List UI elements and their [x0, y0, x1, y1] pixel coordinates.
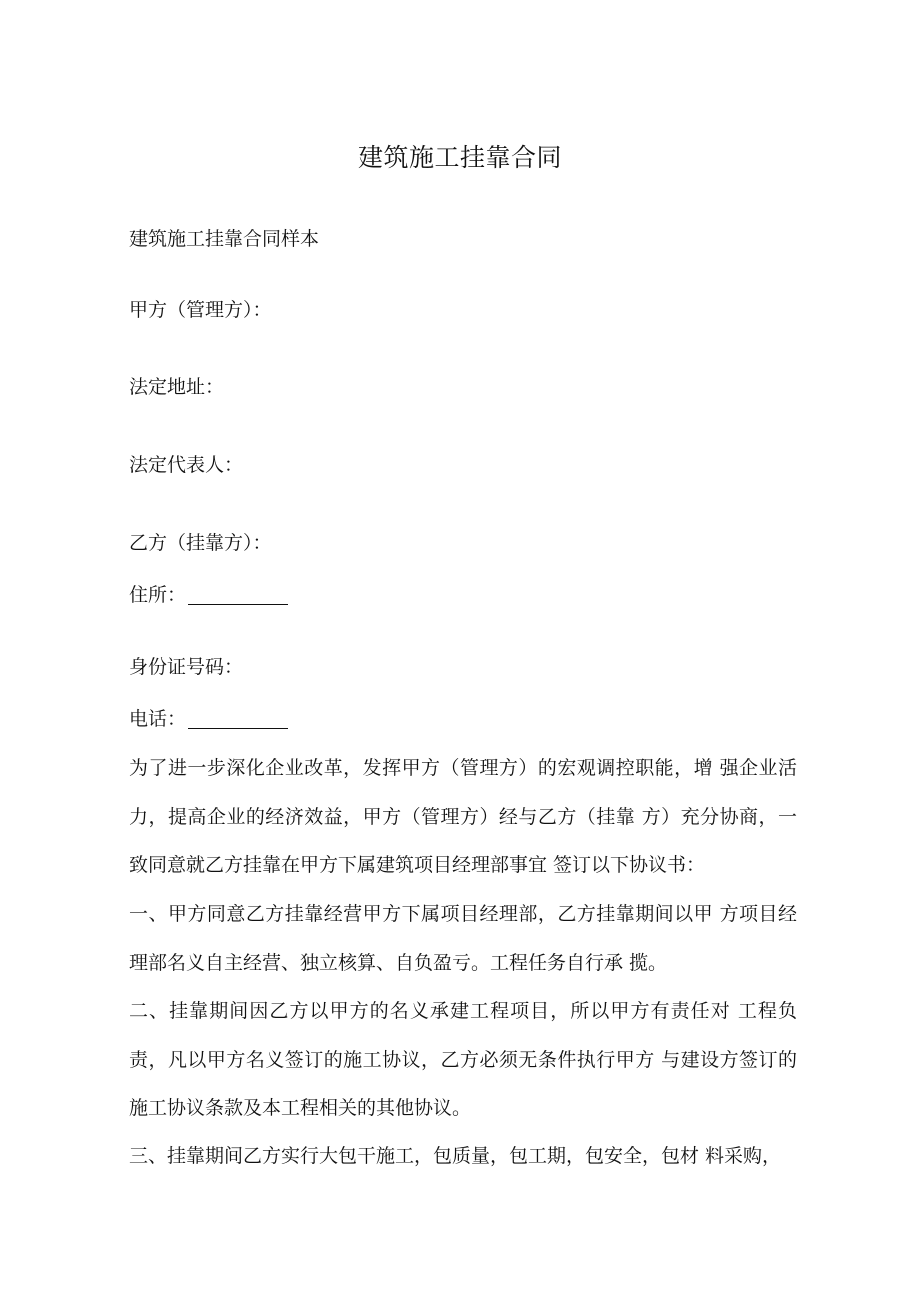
phone-label: 电话： — [129, 708, 187, 730]
document-subtitle: 建筑施工挂靠合同样本 — [129, 228, 320, 250]
clause-1-paragraph: 一、甲方同意乙方挂靠经营甲方下属项目经理部，乙方挂靠期间以甲 方项目经理部名义自主经营、独立核算、自负盈亏。工程任务自行承 揽。 — [129, 903, 797, 974]
legal-representative-label: 法定代表人： — [129, 454, 244, 476]
intro-paragraph: 为了进一步深化企业改革，发挥甲方（管理方）的宏观调控职能，增 强企业活力，提高企业的经济效益，甲方（管理方）经与乙方（挂靠 方）充分协商，一致同意就乙方挂靠在甲方下属建筑项目经理部事宜 签订以下协议书： — [129, 757, 797, 876]
phone-line — [129, 704, 288, 734]
id-number-label: 身份证号码： — [129, 656, 244, 678]
residence-label: 住所： — [129, 584, 187, 606]
party-a-label: 甲方（管理方）： — [129, 299, 272, 321]
residence-blank-field — [188, 586, 288, 605]
phone-blank-field — [188, 710, 288, 729]
party-b-label: 乙方（挂靠方）： — [129, 532, 272, 554]
document-title: 建筑施工挂靠合同 — [357, 143, 562, 172]
clause-3-paragraph: 三、挂靠期间乙方实行大包干施工，包质量，包工期，包安全，包材 料采购， — [129, 1145, 782, 1167]
clause-2-paragraph: 二、挂靠期间因乙方以甲方的名义承建工程项目，所以甲方有责任对 工程负责，凡以甲方名义签订的施工协议，乙方必须无条件执行甲方 与建设方签订的施工协议条款及本工程相关的其他协议。 — [129, 1000, 797, 1119]
residence-line — [129, 580, 288, 610]
legal-address-label: 法定地址： — [129, 376, 225, 398]
